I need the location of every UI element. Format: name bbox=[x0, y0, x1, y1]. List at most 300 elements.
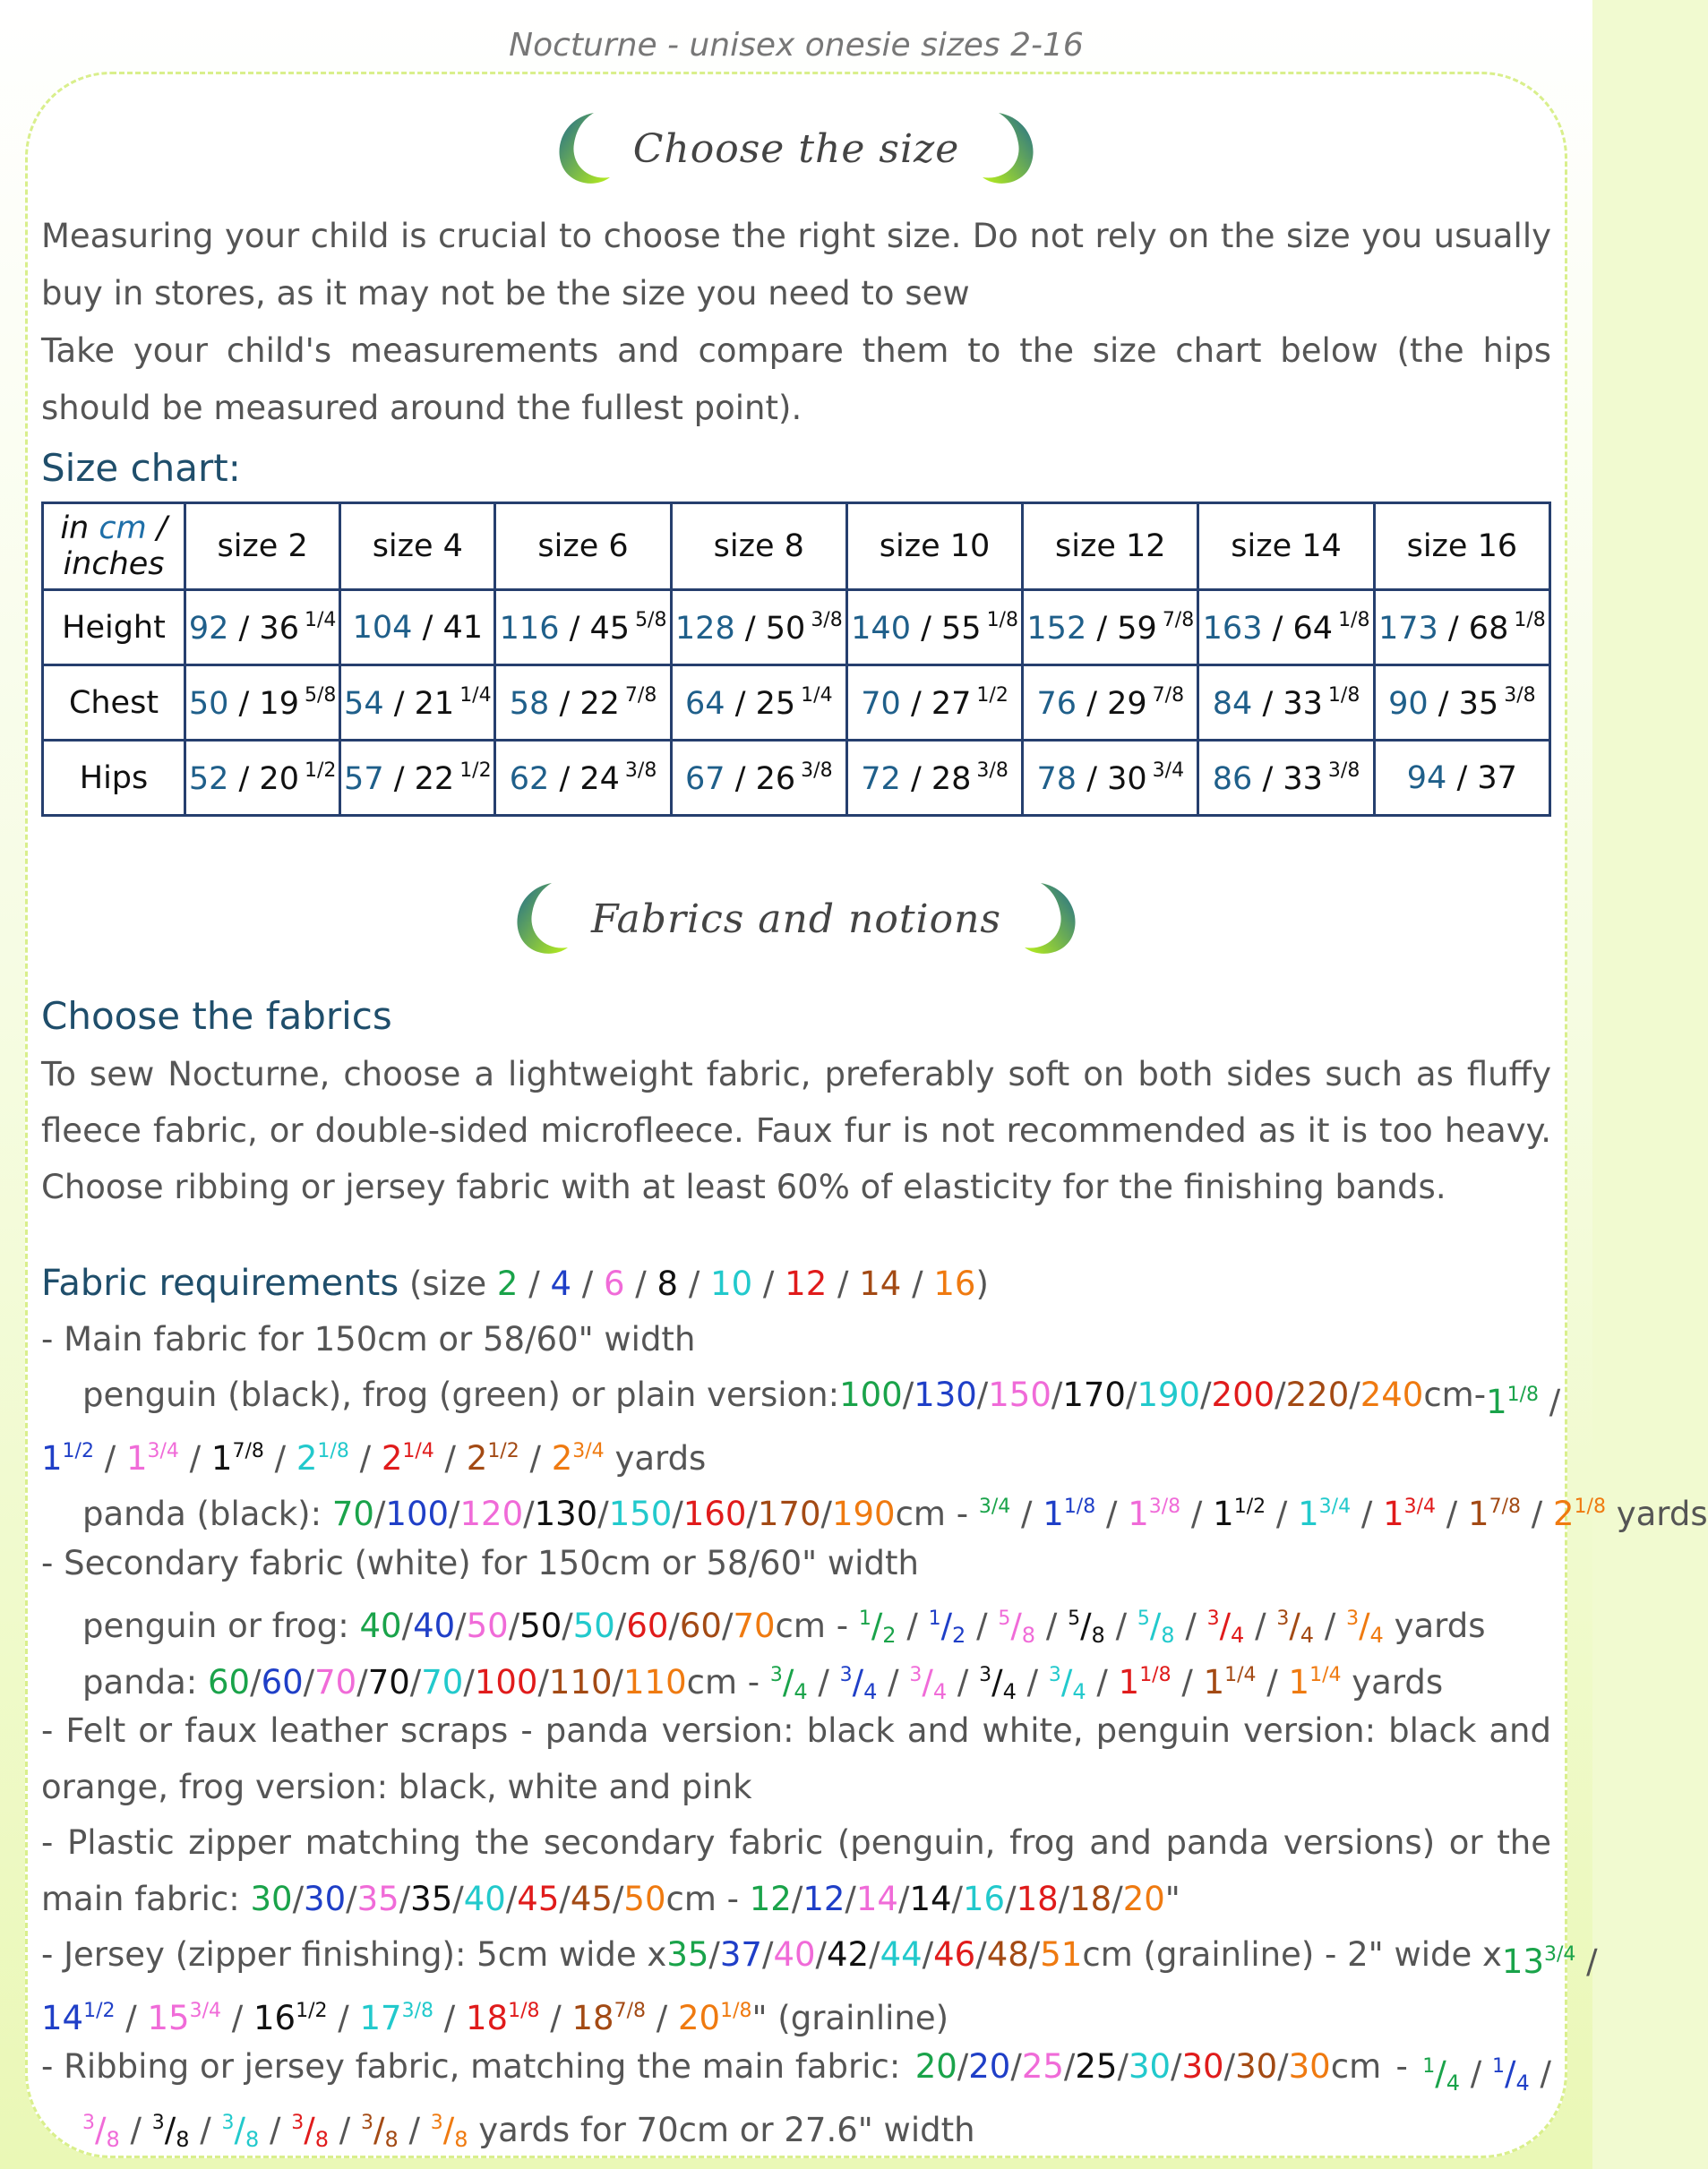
unit: cm bbox=[665, 1879, 717, 1918]
size-value: 25 bbox=[1021, 2047, 1064, 2086]
fraction: 1/2 bbox=[83, 1999, 116, 2022]
numerator: 3 bbox=[151, 2111, 165, 2134]
requirement-text: - Jersey (zipper finishing): 5cm wide x bbox=[41, 1935, 667, 1974]
yard-value: $2^{3/4}$ bbox=[551, 1438, 605, 1478]
size-value: 110 bbox=[548, 1662, 613, 1702]
yard-value: $^3$/8 bbox=[151, 2110, 190, 2152]
section-title-text: Choose the size bbox=[632, 125, 960, 172]
yard-value: $^3$/8 bbox=[361, 2110, 399, 2152]
yard-value: $^3$/4 bbox=[1346, 1607, 1384, 1648]
fraction: 1/8 bbox=[1063, 1496, 1096, 1518]
size-value: 60 bbox=[208, 1662, 251, 1702]
size-value: 60 bbox=[679, 1607, 722, 1645]
inch-fraction: 3/8 bbox=[1504, 683, 1536, 707]
measurement-cell: 76 / 29 $^{7/8}$ bbox=[1023, 665, 1198, 741]
denominator: 8 bbox=[1091, 1623, 1105, 1648]
denominator: 8 bbox=[176, 2126, 190, 2152]
measurement-cell: 104 / 41 bbox=[340, 590, 495, 665]
size-value: 46 bbox=[933, 1935, 976, 1974]
inch-value: 25 bbox=[755, 685, 796, 722]
metric-value: 62 bbox=[509, 760, 550, 797]
size-value: 50 bbox=[623, 1879, 666, 1918]
size-value: 51 bbox=[1040, 1935, 1083, 1974]
size-key: 10 bbox=[710, 1265, 753, 1303]
inch-fraction: 1/2 bbox=[976, 683, 1008, 707]
size-value: 30 bbox=[1128, 2047, 1172, 2086]
size-chart-row bbox=[43, 590, 1550, 665]
inch-fraction: 1/4 bbox=[304, 608, 337, 631]
inch-value: 68 bbox=[1468, 610, 1509, 647]
size-value: 70 bbox=[314, 1662, 357, 1702]
fraction: 3/8 bbox=[1148, 1496, 1181, 1518]
metric-value: 163 bbox=[1202, 610, 1263, 647]
metric-value: 70 bbox=[861, 685, 901, 722]
numerator: 3 bbox=[430, 2111, 443, 2134]
size-value: 70 bbox=[421, 1662, 464, 1702]
unit: " bbox=[1164, 1879, 1180, 1918]
measurement-cell: 54 / 21 $^{1/4}$ bbox=[340, 665, 495, 741]
unit: cm bbox=[1423, 1376, 1474, 1414]
numerator: 3 bbox=[839, 1663, 853, 1686]
yard-value: $1^{1/8}$ bbox=[1043, 1495, 1096, 1533]
inch-fraction: 3/8 bbox=[976, 759, 1008, 782]
size-value: 44 bbox=[880, 1935, 923, 1974]
requirement-text: panda: bbox=[82, 1662, 208, 1702]
requirement-line bbox=[41, 2039, 1551, 2096]
inch-fraction: 7/8 bbox=[1162, 608, 1195, 631]
size-value: 160 bbox=[682, 1495, 747, 1533]
numerator: 3 bbox=[769, 1663, 783, 1686]
size-value: 35 bbox=[410, 1879, 453, 1918]
yard-value: $1^{3/4}$ bbox=[125, 1438, 179, 1478]
size-value: 25 bbox=[1075, 2047, 1118, 2086]
inch-fraction: 3/4 bbox=[1152, 759, 1185, 782]
yard-value: $1^{1/8}$ bbox=[1118, 1662, 1172, 1702]
denominator: 4 bbox=[1002, 1678, 1017, 1704]
fraction: 3/8 bbox=[401, 1999, 433, 2022]
intro-paragraph-2: Take your child's measurements and compare them to the size chart below (the hips should be measured around the fullest point). bbox=[41, 331, 1551, 427]
numerator: 1 bbox=[928, 1607, 941, 1630]
size-value: 40 bbox=[359, 1607, 402, 1645]
size-value: 50 bbox=[572, 1607, 615, 1645]
yard-value: $1^{3/4}$ bbox=[1383, 1495, 1437, 1533]
yard-value: $18^{7/8}$ bbox=[571, 1998, 646, 2037]
measurement-cell: 67 / 26 $^{3/8}$ bbox=[671, 741, 846, 816]
size-value: 70 bbox=[331, 1495, 374, 1533]
size-value: 190 bbox=[1137, 1376, 1201, 1414]
yard-value: $1^{1/4}$ bbox=[1203, 1662, 1257, 1702]
fraction: 1/2 bbox=[62, 1439, 94, 1462]
metric-value: 152 bbox=[1026, 610, 1087, 647]
size-chart-heading: Size chart: bbox=[41, 446, 241, 490]
denominator: 8 bbox=[314, 2126, 329, 2152]
metric-value: 128 bbox=[674, 610, 735, 647]
measurement-cell: 116 / 45 $^{5/8}$ bbox=[495, 590, 671, 665]
size-header: size 14 bbox=[1198, 503, 1374, 590]
inch-value: 55 bbox=[941, 610, 982, 647]
size-value: 130 bbox=[534, 1495, 598, 1533]
size-value: 60 bbox=[626, 1607, 669, 1645]
yard-value: $2^{1/4}$ bbox=[381, 1438, 434, 1478]
section-title-text: Fabrics and notions bbox=[591, 896, 1001, 942]
size-key: 14 bbox=[859, 1265, 902, 1303]
requirement-line: $1^{1/2} / 1^{3/4} / 1^{7/8} / 2^{1/8} / 2^{1/4} / 2^{1/2} / 2^{3/4}$ yards bbox=[41, 1438, 707, 1478]
yard-value: $^1$/4 bbox=[1422, 2054, 1460, 2096]
metric-value: 58 bbox=[509, 685, 550, 722]
measurement-label: Hips bbox=[43, 741, 185, 816]
size-header: size 4 bbox=[340, 503, 495, 590]
yard-value: $18^{1/8}$ bbox=[466, 1998, 540, 2037]
numerator: 3 bbox=[361, 2111, 373, 2134]
yard-value: $^3$/8 bbox=[291, 2110, 329, 2152]
requirement-line bbox=[41, 1367, 1561, 1424]
denominator: 4 bbox=[932, 1678, 948, 1704]
fraction: 3/4 bbox=[1544, 1943, 1576, 1966]
measurement-cell: 52 / 20 $^{1/2}$ bbox=[185, 741, 340, 816]
crescent-moon-right-icon bbox=[981, 109, 1042, 188]
size-prefix: (size bbox=[408, 1265, 487, 1303]
inch-value: 20 bbox=[259, 760, 299, 797]
inch-value: 33 bbox=[1283, 685, 1323, 722]
requirement-line: $^3$/8 / $^3$/8 / $^3$/8 / $^3$/8 / $^3$/8 / $^3$/8 yards for 70cm or 27.6" width bbox=[82, 2110, 975, 2152]
metric-value: 50 bbox=[188, 685, 229, 722]
yard-value: $1^{7/8}$ bbox=[1468, 1495, 1521, 1533]
yard-value: $^1$/2 bbox=[858, 1607, 897, 1648]
denominator: 4 bbox=[1072, 1678, 1086, 1704]
metric-value: 173 bbox=[1378, 610, 1438, 647]
size-key: 12 bbox=[785, 1265, 828, 1303]
requirement-text: - Secondary fabric (white) for 150cm or 58/60" width bbox=[41, 1543, 919, 1582]
measurement-cell: 57 / 22 $^{1/2}$ bbox=[340, 741, 495, 816]
fabric-requirements-list bbox=[41, 1256, 1708, 2152]
size-key: 2 bbox=[496, 1265, 519, 1303]
yard-group: $1^{1/8}$ / bbox=[1486, 1383, 1561, 1421]
inch-value: 19 bbox=[259, 685, 299, 722]
unit: yards bbox=[1394, 1607, 1486, 1645]
size-value: 45 bbox=[570, 1879, 613, 1918]
unit: cm bbox=[686, 1662, 738, 1702]
fraction: 3/4 bbox=[1318, 1496, 1352, 1518]
size-value: 40 bbox=[773, 1935, 816, 1974]
fraction: 3/4 bbox=[189, 1999, 221, 2022]
inch-value: 64 bbox=[1292, 610, 1334, 647]
requirement-text: - Main fabric for 150cm or 58/60" width bbox=[41, 1319, 696, 1359]
size-value: 20 bbox=[968, 2047, 1011, 2086]
metric-value: 90 bbox=[1388, 685, 1429, 722]
yard-value: $2^{1/8}$ bbox=[1552, 1495, 1606, 1533]
measurement-cell: 72 / 28 $^{3/8}$ bbox=[846, 741, 1022, 816]
metric-value: 72 bbox=[861, 760, 901, 797]
yard-value: $^3$/4 bbox=[1206, 1607, 1245, 1648]
choose-fabrics-heading: Choose the fabrics bbox=[41, 994, 392, 1038]
yard-value: $1^{3/8}$ bbox=[1128, 1495, 1181, 1533]
intro-paragraph-1: Measuring your child is crucial to choose the right size. Do not rely on the size you usually buy in stores, as it may not be the size you need to sew bbox=[41, 217, 1551, 313]
yard-value: $2^{1/2}$ bbox=[466, 1438, 519, 1478]
yard-value: $^3$/8 bbox=[430, 2110, 468, 2152]
yard-value: $^1$/2 bbox=[928, 1607, 966, 1648]
requirement-text: cm (grainline) - 2" wide x bbox=[1082, 1935, 1502, 1974]
ribbing-values: 20/20/25/25/30/30/30/30cm bbox=[914, 2047, 1382, 2086]
jersey-values: 35/37/40/42/44/46/48/51cm (grainline) - 2" wide x bbox=[666, 1935, 1502, 1974]
metric-value: 76 bbox=[1036, 685, 1077, 722]
yard-value: $15^{3/4}$ bbox=[147, 1998, 221, 2037]
yard-value: $13^{3/4}$ bbox=[1501, 1942, 1576, 1981]
size-value: 20 bbox=[914, 2047, 957, 2086]
size-value: 100 bbox=[385, 1495, 450, 1533]
numerator: 3 bbox=[1346, 1607, 1360, 1630]
metric-value: 54 bbox=[344, 685, 384, 722]
metric-value: 52 bbox=[188, 760, 229, 797]
inch-fraction: 1/8 bbox=[986, 608, 1018, 631]
inch-fraction: 1/4 bbox=[459, 683, 492, 707]
size-value: 30 bbox=[250, 1879, 293, 1918]
yard-value: $1^{1/8}$ bbox=[1486, 1383, 1540, 1421]
size-value: 12 bbox=[803, 1879, 845, 1918]
requirement-line: $14^{1/2} / 15^{3/4} / 16^{1/2} / 17^{3/8} / 18^{1/8} / 18^{7/8} / 20^{1/8}$" (grainline) bbox=[41, 1998, 949, 2037]
yard-value: $1^{3/4}$ bbox=[1298, 1495, 1352, 1533]
inch-value: 24 bbox=[579, 760, 620, 797]
requirement-line bbox=[41, 1312, 1551, 1368]
inch-value: 36 bbox=[259, 610, 299, 647]
yard-value: $1^{7/8}$ bbox=[210, 1438, 264, 1478]
size-value: 70 bbox=[733, 1607, 776, 1645]
size-header: size 12 bbox=[1023, 503, 1198, 590]
crescent-moon-left-icon bbox=[509, 879, 570, 958]
yard-value: $1^{1/4}$ bbox=[1288, 1662, 1342, 1702]
section-title-fabrics bbox=[0, 879, 1592, 958]
size-value: 14 bbox=[909, 1879, 952, 1918]
fraction: 1/4 bbox=[1309, 1663, 1342, 1686]
measurement-cell: 70 / 27 $^{1/2}$ bbox=[846, 665, 1022, 741]
numerator: 3 bbox=[909, 1663, 923, 1686]
size-value: 190 bbox=[831, 1495, 896, 1533]
inch-fraction: 1/2 bbox=[459, 759, 492, 782]
fraction: 1/2 bbox=[487, 1439, 519, 1462]
denominator: 2 bbox=[882, 1623, 897, 1648]
denominator: 4 bbox=[794, 1678, 808, 1704]
size-value: 18 bbox=[1069, 1879, 1112, 1918]
yard-value: $17^{3/8}$ bbox=[359, 1998, 433, 2037]
size-value: 40 bbox=[413, 1607, 456, 1645]
unit: cm bbox=[895, 1495, 946, 1533]
dash: - bbox=[1473, 1376, 1487, 1414]
requirement-text: penguin or frog: bbox=[82, 1607, 360, 1645]
fraction: 7/8 bbox=[614, 1999, 646, 2022]
requirement-line bbox=[41, 1927, 1598, 1984]
size-key: 8 bbox=[657, 1265, 679, 1303]
numerator: 3 bbox=[82, 2111, 95, 2134]
section-title-choose-size bbox=[0, 109, 1592, 188]
measurement-cell: 92 / 36 $^{1/4}$ bbox=[185, 590, 340, 665]
denominator: 2 bbox=[952, 1623, 966, 1648]
measurement-cell: 84 / 33 $^{1/8}$ bbox=[1198, 665, 1374, 741]
fraction: 1/8 bbox=[720, 1999, 752, 2022]
size-value: 50 bbox=[466, 1607, 509, 1645]
inch-fraction: 3/8 bbox=[624, 759, 657, 782]
inch-fraction: 1/8 bbox=[1338, 608, 1370, 631]
measurement-cell: 62 / 24 $^{3/8}$ bbox=[495, 741, 671, 816]
measurement-cell: 86 / 33 $^{3/8}$ bbox=[1198, 741, 1374, 816]
size-key: 6 bbox=[603, 1265, 625, 1303]
inch-fraction: 1/4 bbox=[801, 683, 833, 707]
size-value: 240 bbox=[1360, 1376, 1424, 1414]
yard-value: $1^{1/2}$ bbox=[41, 1438, 94, 1478]
fabric-requirements-heading: Fabric requirements bbox=[41, 1263, 399, 1304]
fraction: 1/8 bbox=[508, 1999, 540, 2022]
numerator: 5 bbox=[1068, 1607, 1081, 1630]
numerator: 3 bbox=[1048, 1663, 1061, 1686]
size-value: 30 bbox=[1235, 2047, 1278, 2086]
denominator: 4 bbox=[1515, 2070, 1530, 2096]
numerator: 5 bbox=[1137, 1607, 1150, 1630]
numerator: 3 bbox=[291, 2111, 305, 2134]
yard-value: $1^{1/2}$ bbox=[1213, 1495, 1266, 1533]
denominator: 8 bbox=[454, 2126, 468, 2152]
measurement-cell: 163 / 64 $^{1/8}$ bbox=[1198, 590, 1374, 665]
measurement-label: Height bbox=[43, 590, 185, 665]
size-value: 150 bbox=[988, 1376, 1051, 1414]
fraction: 3/4 bbox=[147, 1439, 179, 1462]
felt-requirement: - Felt or faux leather scraps - panda version: black and white, penguin version: black and orange, frog version: black, white and pink bbox=[41, 1711, 1551, 1806]
crescent-moon-right-icon bbox=[1023, 879, 1084, 958]
inch-value: 29 bbox=[1107, 685, 1147, 722]
size-value: 30 bbox=[1288, 2047, 1331, 2086]
inch-value: 37 bbox=[1477, 759, 1517, 796]
numerator: 3 bbox=[221, 2111, 235, 2134]
metric-value: 57 bbox=[344, 760, 384, 797]
document-title: Nocturne - unisex onesie sizes 2-16 bbox=[509, 27, 1084, 64]
fraction: 7/8 bbox=[232, 1439, 264, 1462]
inch-value: 26 bbox=[755, 760, 796, 797]
measurement-cell: 90 / 35 $^{3/8}$ bbox=[1374, 665, 1549, 741]
measurement-cell: 94 / 37 bbox=[1374, 741, 1549, 816]
measurement-cell: 78 / 30 $^{3/4}$ bbox=[1023, 741, 1198, 816]
size-value: 20 bbox=[1122, 1879, 1165, 1918]
measurement-cell: 128 / 50 $^{3/8}$ bbox=[671, 590, 846, 665]
yard-value: $^3$/4 bbox=[1276, 1607, 1315, 1648]
denominator: 4 bbox=[863, 1678, 878, 1704]
size-value: 42 bbox=[827, 1935, 870, 1974]
size-value: 16 bbox=[963, 1879, 1006, 1918]
requirement-line: Fabric requirements (size 2 / 4 / 6 / 8 / 10 / 12 / 14 / 16) bbox=[41, 1263, 989, 1304]
size-value: 130 bbox=[914, 1376, 977, 1414]
requirement-text: panda (black): bbox=[82, 1495, 332, 1533]
yard-value: $^3$/4 bbox=[979, 1662, 1017, 1704]
dash: - bbox=[1395, 2047, 1408, 2086]
metric-value: 67 bbox=[685, 760, 725, 797]
size-suffix: ) bbox=[975, 1265, 989, 1303]
yard-value: $^3$/4 bbox=[769, 1662, 808, 1704]
penguin-values: 100/130/150/170/190/200/220/240cm bbox=[839, 1376, 1474, 1414]
numerator: 1 bbox=[1491, 2055, 1505, 2078]
size-value: 45 bbox=[517, 1879, 560, 1918]
zipper-requirement: - Plastic zipper matching the secondary fabric (penguin, frog and panda versions) or the main fabric: 30/30/35/35/40/45/45/50cm - 12/12/14/14/16/18/18/20" bbox=[41, 1823, 1551, 1918]
denominator: 4 bbox=[1446, 2070, 1460, 2096]
size-value: 18 bbox=[1016, 1879, 1059, 1918]
numerator: 1 bbox=[1422, 2055, 1436, 2078]
unit: yards bbox=[1352, 1662, 1444, 1702]
fraction: 1/8 bbox=[1506, 1384, 1540, 1406]
requirement-line: panda: $60/60/70/70/70/100/110/110cm - ^3/4 / ^3/4 / ^3/4 / ^3/4 / ^3/4 / 1^{1/8} / 1^{1/4} / 1^{1/4}$ yards bbox=[82, 1662, 1444, 1704]
fraction: 3/4 bbox=[978, 1496, 1011, 1518]
yard-group: $^1$/4 / $^1$/4 / bbox=[1422, 2054, 1551, 2096]
unit: cm bbox=[775, 1607, 826, 1645]
inch-value: 50 bbox=[765, 610, 806, 647]
size-header: size 16 bbox=[1374, 503, 1549, 590]
measurement-cell: 64 / 25 $^{1/4}$ bbox=[671, 665, 846, 741]
fraction: 7/8 bbox=[1489, 1496, 1521, 1518]
inch-value: 27 bbox=[931, 685, 972, 722]
numerator: 5 bbox=[998, 1607, 1011, 1630]
yard-value: $16^{1/2}$ bbox=[253, 1998, 328, 2037]
fraction: 1/8 bbox=[1139, 1663, 1172, 1686]
requirement-text: yards for 70cm or 27.6" width bbox=[478, 2110, 975, 2149]
metric-value: 86 bbox=[1212, 760, 1253, 797]
inch-value: 21 bbox=[414, 685, 455, 722]
measurement-cell: 58 / 22 $^{7/8}$ bbox=[495, 665, 671, 741]
size-value: 60 bbox=[261, 1662, 304, 1702]
inch-fraction: 7/8 bbox=[624, 683, 657, 707]
fraction: 1/2 bbox=[1233, 1496, 1266, 1518]
requirement-line: panda (black): $70/100/120/130/150/160/170/190cm - ^{3/4} / 1^{1/8} / 1^{3/8} / 1^{1/2} / 1^{3/4} / 1^{3/4} / 1^{7/8} / 2^{1/8}$ yards bbox=[82, 1495, 1708, 1533]
unit: yards bbox=[1616, 1495, 1708, 1533]
inch-fraction: 1/2 bbox=[304, 759, 337, 782]
inch-fraction: 1/8 bbox=[1514, 608, 1546, 631]
yard-value: $^5$/8 bbox=[1137, 1607, 1175, 1648]
inch-fraction: 7/8 bbox=[1152, 683, 1185, 707]
yard-value: $20^{1/8}$ bbox=[678, 1998, 752, 2037]
size-chart-corner: in cm / inches bbox=[43, 503, 185, 590]
size-value: 50 bbox=[519, 1607, 562, 1645]
size-header: size 8 bbox=[671, 503, 846, 590]
metric-value: 64 bbox=[685, 685, 725, 722]
size-value: 48 bbox=[986, 1935, 1029, 1974]
size-value: 70 bbox=[367, 1662, 410, 1702]
denominator: 8 bbox=[1021, 1623, 1036, 1648]
crescent-moon-left-icon bbox=[551, 109, 612, 188]
metric-value: 92 bbox=[188, 610, 229, 647]
size-value: 220 bbox=[1285, 1376, 1350, 1414]
inch-fraction: 5/8 bbox=[304, 683, 337, 707]
numerator: 3 bbox=[979, 1663, 992, 1686]
requirement-text: " (grainline) bbox=[751, 1998, 949, 2037]
size-value: 35 bbox=[666, 1935, 709, 1974]
yard-value: $^3$/8 bbox=[82, 2110, 120, 2152]
size-value: 100 bbox=[474, 1662, 538, 1702]
size-chart-row bbox=[43, 741, 1550, 816]
inch-value: 59 bbox=[1117, 610, 1157, 647]
yard-value: $^1$/4 bbox=[1491, 2054, 1530, 2096]
inch-value: 30 bbox=[1107, 760, 1147, 797]
size-chart-row bbox=[43, 665, 1550, 741]
denominator: 8 bbox=[245, 2126, 260, 2152]
inch-fraction: 5/8 bbox=[635, 608, 667, 631]
yard-value: $^3$/4 bbox=[909, 1662, 948, 1704]
yard-value: $14^{1/2}$ bbox=[41, 1998, 116, 2037]
inch-value: 22 bbox=[414, 760, 455, 797]
inch-value: 35 bbox=[1458, 685, 1499, 722]
yard-group: $13^{3/4}$ / bbox=[1501, 1942, 1598, 1981]
fraction: 1/4 bbox=[402, 1439, 434, 1462]
inch-value: 28 bbox=[931, 760, 972, 797]
fraction: 3/4 bbox=[572, 1439, 605, 1462]
unit: cm bbox=[1330, 2047, 1382, 2086]
size-value: 120 bbox=[459, 1495, 524, 1533]
size-header: size 10 bbox=[846, 503, 1022, 590]
measurement-cell: 140 / 55 $^{1/8}$ bbox=[846, 590, 1022, 665]
denominator: 4 bbox=[1300, 1623, 1315, 1648]
yard-value: $^5$/8 bbox=[1068, 1607, 1105, 1648]
